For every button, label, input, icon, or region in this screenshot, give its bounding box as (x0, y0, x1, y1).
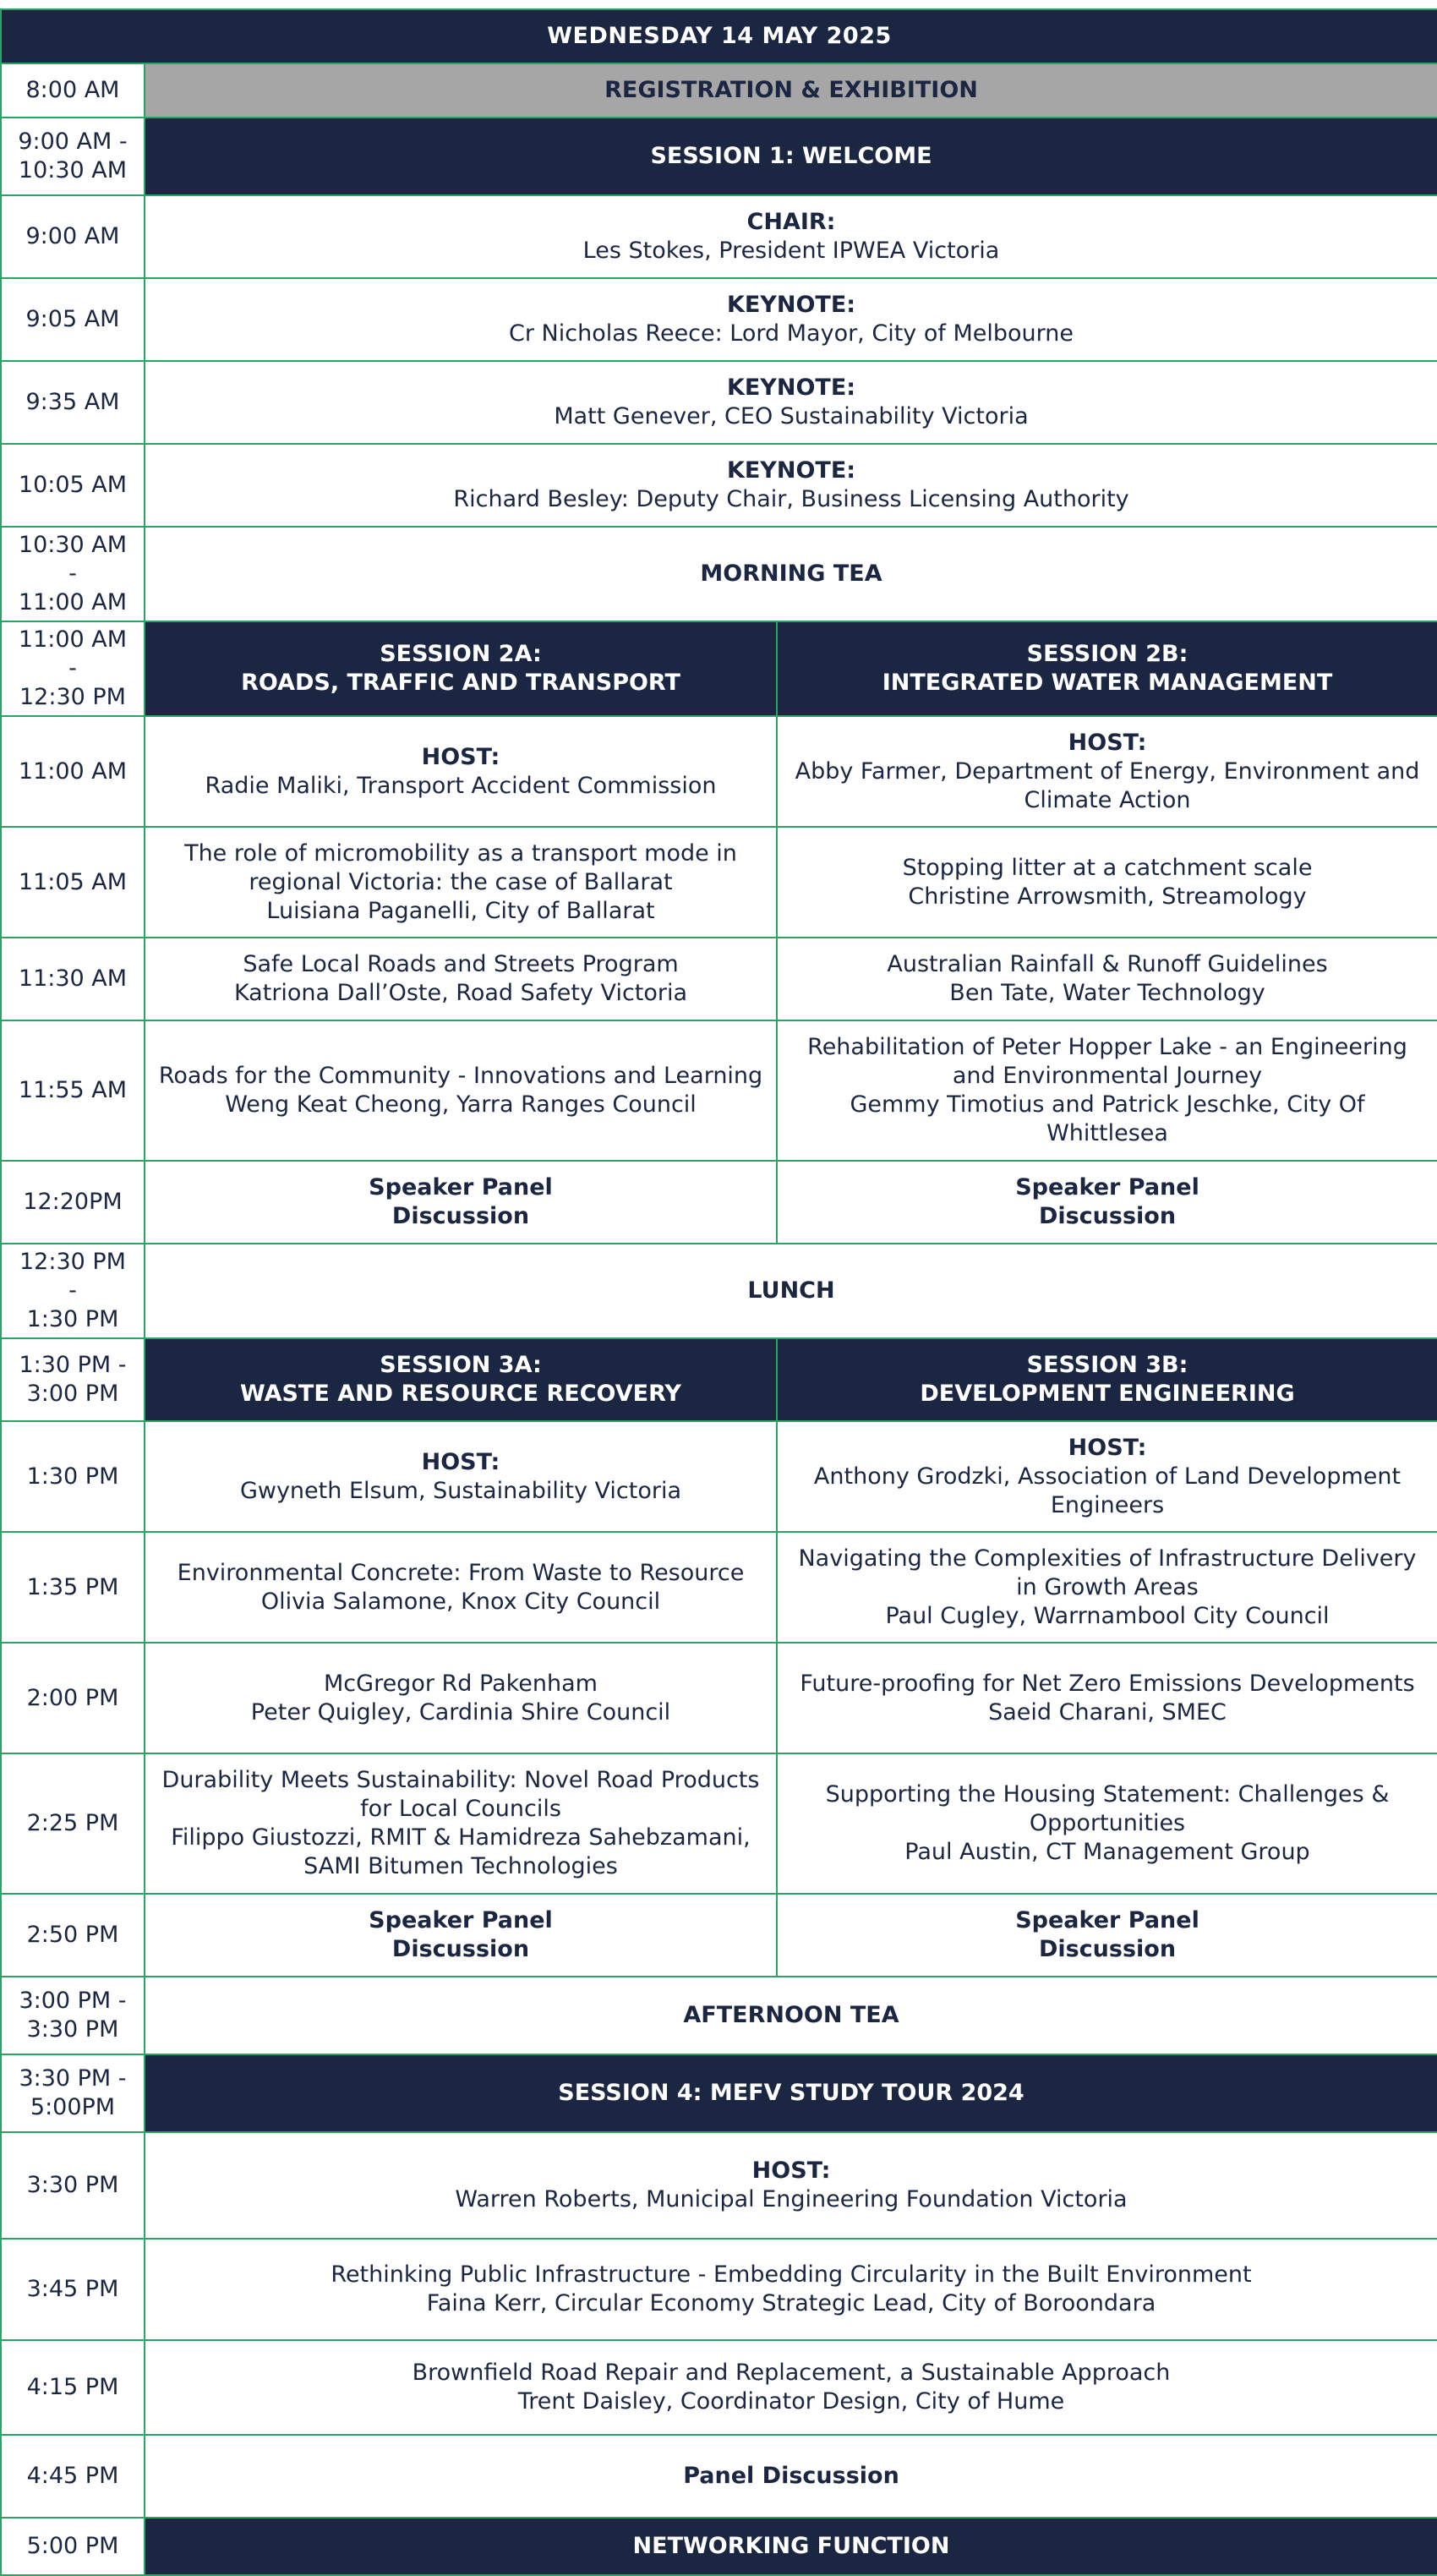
break-cell: MORNING TEA (145, 527, 1437, 621)
talk-cell: Safe Local Roads and Streets Program Katriona Dall’Oste, Road Safety Victoria (145, 938, 777, 1020)
table-row (1, 1977, 1437, 2054)
table-row (1, 118, 1437, 195)
table-row (1, 1338, 1437, 1421)
time-cell: 2:25 PM (1, 1753, 145, 1894)
session-2b-heading: SESSION 2B: INTEGRATED WATER MANAGEMENT (777, 621, 1437, 716)
host-cell: HOST: Gwyneth Elsum, Sustainability Victoria (145, 1421, 777, 1532)
keynote-cell: KEYNOTE: Cr Nicholas Reece: Lord Mayor, City of Melbourne (145, 278, 1437, 361)
talk-cell: McGregor Rd Pakenham Peter Quigley, Cardinia Shire Council (145, 1643, 777, 1753)
chair-cell: CHAIR: Les Stokes, President IPWEA Victoria (145, 195, 1437, 278)
panel-cell: Speaker Panel Discussion (777, 1161, 1437, 1244)
time-cell: 8:00 AM (1, 63, 145, 118)
time-cell: 11:00 AM - 12:30 PM (1, 621, 145, 716)
talk-cell: The role of micromobility as a transport mode in regional Victoria: the case of Ballarat Luisiana Paganelli, City of Ballarat (145, 827, 777, 938)
talk-cell: Australian Rainfall & Runoff Guidelines Ben Tate, Water Technology (777, 938, 1437, 1020)
time-cell: 2:00 PM (1, 1643, 145, 1753)
time-cell: 9:35 AM (1, 361, 145, 444)
table-row (1, 1244, 1437, 1338)
time-cell: 10:05 AM (1, 444, 145, 527)
table-row (1, 938, 1437, 1020)
session-heading: SESSION 1: WELCOME (145, 118, 1437, 195)
time-cell: 3:00 PM - 3:30 PM (1, 1977, 145, 2054)
talk-cell: Future-proofing for Net Zero Emissions Developments Saeid Charani, SMEC (777, 1643, 1437, 1753)
time-cell: 3:30 PM - 5:00PM (1, 2054, 145, 2132)
time-cell: 4:15 PM (1, 2340, 145, 2435)
host-cell: HOST: Abby Farmer, Department of Energy, Environment and Climate Action (777, 716, 1437, 827)
table-row (1, 278, 1437, 361)
day-title-row (1, 9, 1437, 63)
time-cell: 3:45 PM (1, 2239, 145, 2340)
time-cell: 12:30 PM - 1:30 PM (1, 1244, 145, 1338)
table-row (1, 195, 1437, 278)
table-row (1, 2054, 1437, 2132)
panel-cell: Speaker Panel Discussion (777, 1894, 1437, 1977)
table-row (1, 1020, 1437, 1161)
talk-cell: Supporting the Housing Statement: Challenges & Opportunities Paul Austin, CT Management Group (777, 1753, 1437, 1894)
panel-cell: Speaker Panel Discussion (145, 1894, 777, 1977)
table-row (1, 621, 1437, 716)
table-row (1, 2340, 1437, 2435)
keynote-cell: KEYNOTE: Richard Besley: Deputy Chair, Business Licensing Authority (145, 444, 1437, 527)
time-cell: 1:30 PM - 3:00 PM (1, 1338, 145, 1421)
talk-cell: Roads for the Community - Innovations and Learning Weng Keat Cheong, Yarra Ranges Council (145, 1020, 777, 1161)
table-row (1, 2435, 1437, 2518)
networking-cell: NETWORKING FUNCTION (145, 2518, 1437, 2575)
table-row (1, 1753, 1437, 1894)
talk-cell: Rethinking Public Infrastructure - Embedding Circularity in the Built Environment Faina Kerr, Circular Economy Strategic Lead, City of Boroondara (145, 2239, 1437, 2340)
session-3b-heading: SESSION 3B: DEVELOPMENT ENGINEERING (777, 1338, 1437, 1421)
table-row (1, 2132, 1437, 2239)
day-title: WEDNESDAY 14 MAY 2025 (1, 9, 1437, 63)
time-cell: 11:55 AM (1, 1020, 145, 1161)
time-cell: 9:05 AM (1, 278, 145, 361)
talk-cell: Stopping litter at a catchment scale Christine Arrowsmith, Streamology (777, 827, 1437, 938)
talk-cell: Environmental Concrete: From Waste to Resource Olivia Salamone, Knox City Council (145, 1532, 777, 1643)
table-row (1, 1532, 1437, 1643)
table-row (1, 361, 1437, 444)
registration-cell: REGISTRATION & EXHIBITION (145, 63, 1437, 118)
host-cell: HOST: Anthony Grodzki, Association of Land Development Engineers (777, 1421, 1437, 1532)
talk-cell: Durability Meets Sustainability: Novel Road Products for Local Councils Filippo Giustozzi, RMIT & Hamidreza Sahebzamani, SAMI Bitumen Technologies (145, 1753, 777, 1894)
session-3a-heading: SESSION 3A: WASTE AND RESOURCE RECOVERY (145, 1338, 777, 1421)
talk-cell: Rehabilitation of Peter Hopper Lake - an Engineering and Environmental Journey Gemmy Timotius and Patrick Jeschke, City Of Whittlesea (777, 1020, 1437, 1161)
talk-cell: Navigating the Complexities of Infrastructure Delivery in Growth Areas Paul Cugley, Warrnambool City Council (777, 1532, 1437, 1643)
time-cell: 10:30 AM - 11:00 AM (1, 527, 145, 621)
time-cell: 4:45 PM (1, 2435, 145, 2518)
break-cell: AFTERNOON TEA (145, 1977, 1437, 2054)
time-cell: 11:00 AM (1, 716, 145, 827)
table-row (1, 63, 1437, 118)
table-row (1, 2239, 1437, 2340)
time-cell: 5:00 PM (1, 2518, 145, 2575)
program-table (0, 8, 1437, 2576)
table-row (1, 1161, 1437, 1244)
time-cell: 2:50 PM (1, 1894, 145, 1977)
keynote-cell: KEYNOTE: Matt Genever, CEO Sustainability Victoria (145, 361, 1437, 444)
host-cell: HOST: Warren Roberts, Municipal Engineering Foundation Victoria (145, 2132, 1437, 2239)
table-row (1, 827, 1437, 938)
time-cell: 1:35 PM (1, 1532, 145, 1643)
time-cell: 12:20PM (1, 1161, 145, 1244)
time-cell: 11:30 AM (1, 938, 145, 1020)
time-cell: 11:05 AM (1, 827, 145, 938)
time-cell: 3:30 PM (1, 2132, 145, 2239)
panel-cell: Speaker Panel Discussion (145, 1161, 777, 1244)
table-row (1, 1643, 1437, 1753)
panel-cell: Panel Discussion (145, 2435, 1437, 2518)
break-cell: LUNCH (145, 1244, 1437, 1338)
table-row (1, 2518, 1437, 2575)
time-cell: 9:00 AM - 10:30 AM (1, 118, 145, 195)
table-row (1, 1894, 1437, 1977)
session-heading: SESSION 4: MEFV STUDY TOUR 2024 (145, 2054, 1437, 2132)
table-row (1, 1421, 1437, 1532)
host-cell: HOST: Radie Maliki, Transport Accident Commission (145, 716, 777, 827)
talk-cell: Brownfield Road Repair and Replacement, a Sustainable Approach Trent Daisley, Coordinator Design, City of Hume (145, 2340, 1437, 2435)
table-row (1, 527, 1437, 621)
table-row (1, 444, 1437, 527)
time-cell: 1:30 PM (1, 1421, 145, 1532)
session-2a-heading: SESSION 2A: ROADS, TRAFFIC AND TRANSPORT (145, 621, 777, 716)
time-cell: 9:00 AM (1, 195, 145, 278)
table-row (1, 716, 1437, 827)
